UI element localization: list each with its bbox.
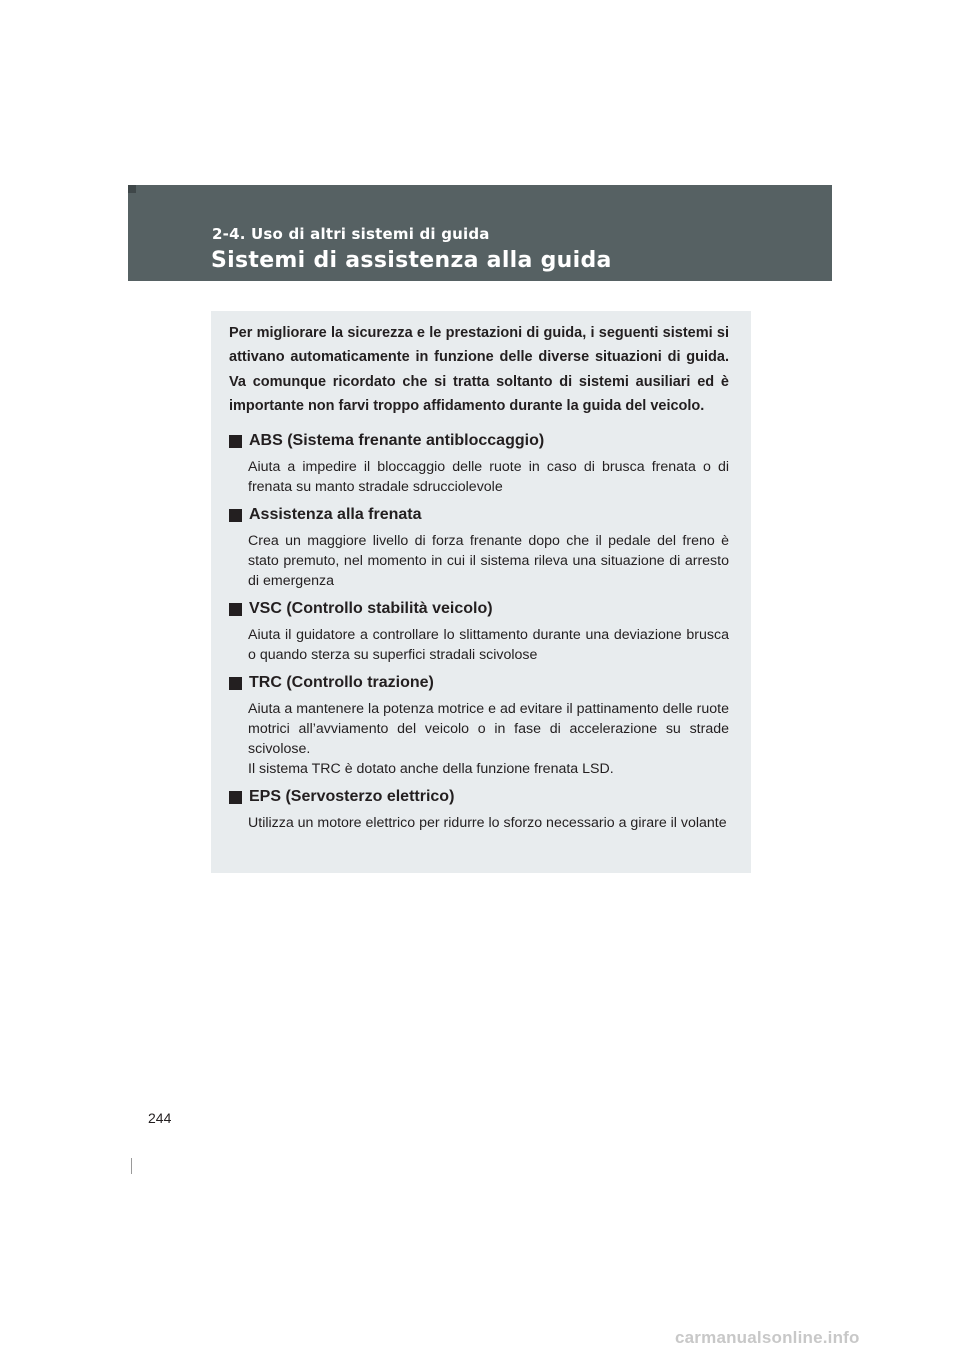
feature-brake-assist xyxy=(229,503,729,591)
intro-paragraph: Per migliorare la sicurezza e le prestazioni di guida, i seguenti sistemi si attivano automaticamente in funzione delle diverse situazioni di guida. Va comunque ricordato che si tratta soltanto di sistemi ausiliari ed è importante non farvi troppo affidamento durante la guida del veicolo. xyxy=(229,325,729,414)
feature-description-block xyxy=(229,699,729,779)
feature-note: Il sistema TRC è dotato anche della funzione frenata LSD. xyxy=(248,761,614,778)
square-bullet-icon xyxy=(229,677,242,690)
square-bullet-icon xyxy=(229,791,242,804)
feature-heading xyxy=(229,785,729,809)
feature-heading xyxy=(229,597,729,621)
square-bullet-icon xyxy=(229,435,242,448)
header-corner-mark xyxy=(128,185,136,193)
feature-vsc xyxy=(229,597,729,665)
feature-description: Aiuta il guidatore a controllare lo slittamento durante una deviazione brusca o quando sterza su superfici stradali scivolose xyxy=(248,627,729,664)
feature-title: EPS (Servosterzo elettrico) xyxy=(249,788,455,806)
feature-eps xyxy=(229,785,729,833)
square-bullet-icon xyxy=(229,509,242,522)
feature-title: Assistenza alla frenata xyxy=(249,506,422,524)
feature-heading xyxy=(229,671,729,695)
square-bullet-icon xyxy=(229,603,242,616)
section-label: 2-4. Uso di altri sistemi di guida xyxy=(212,225,490,243)
feature-title: VSC (Controllo stabilità veicolo) xyxy=(249,600,493,618)
feature-title: ABS (Sistema frenante antibloccaggio) xyxy=(249,432,545,450)
feature-description: Aiuta a mantenere la potenza motrice e ad evitare il pattinamento delle ruote motrici all’avviamento del veicolo o in fase di accelerazione su strade scivolose. xyxy=(248,701,729,758)
feature-abs xyxy=(229,429,729,497)
feature-title: TRC (Controllo trazione) xyxy=(249,674,434,692)
watermark: carmanualsonline.info xyxy=(675,1328,860,1347)
feature-description: Utilizza un motore elettrico per ridurre lo sforzo necessario a girare il volante xyxy=(248,815,727,832)
feature-heading xyxy=(229,503,729,527)
feature-description: Aiuta a impedire il bloccaggio delle ruote in caso di brusca frenata o di frenata su manto stradale sdrucciolevole xyxy=(248,459,729,496)
content-box xyxy=(211,311,751,873)
page-title: Sistemi di assistenza alla guida xyxy=(211,248,612,273)
feature-heading xyxy=(229,429,729,453)
page-number: 244 xyxy=(148,1110,172,1126)
margin-mark xyxy=(131,1158,132,1174)
feature-trc xyxy=(229,671,729,779)
feature-description: Crea un maggiore livello di forza frenante dopo che il pedale del freno è stato premuto, nel momento in cui il sistema rileva una situazione di arresto di emergenza xyxy=(248,533,729,590)
